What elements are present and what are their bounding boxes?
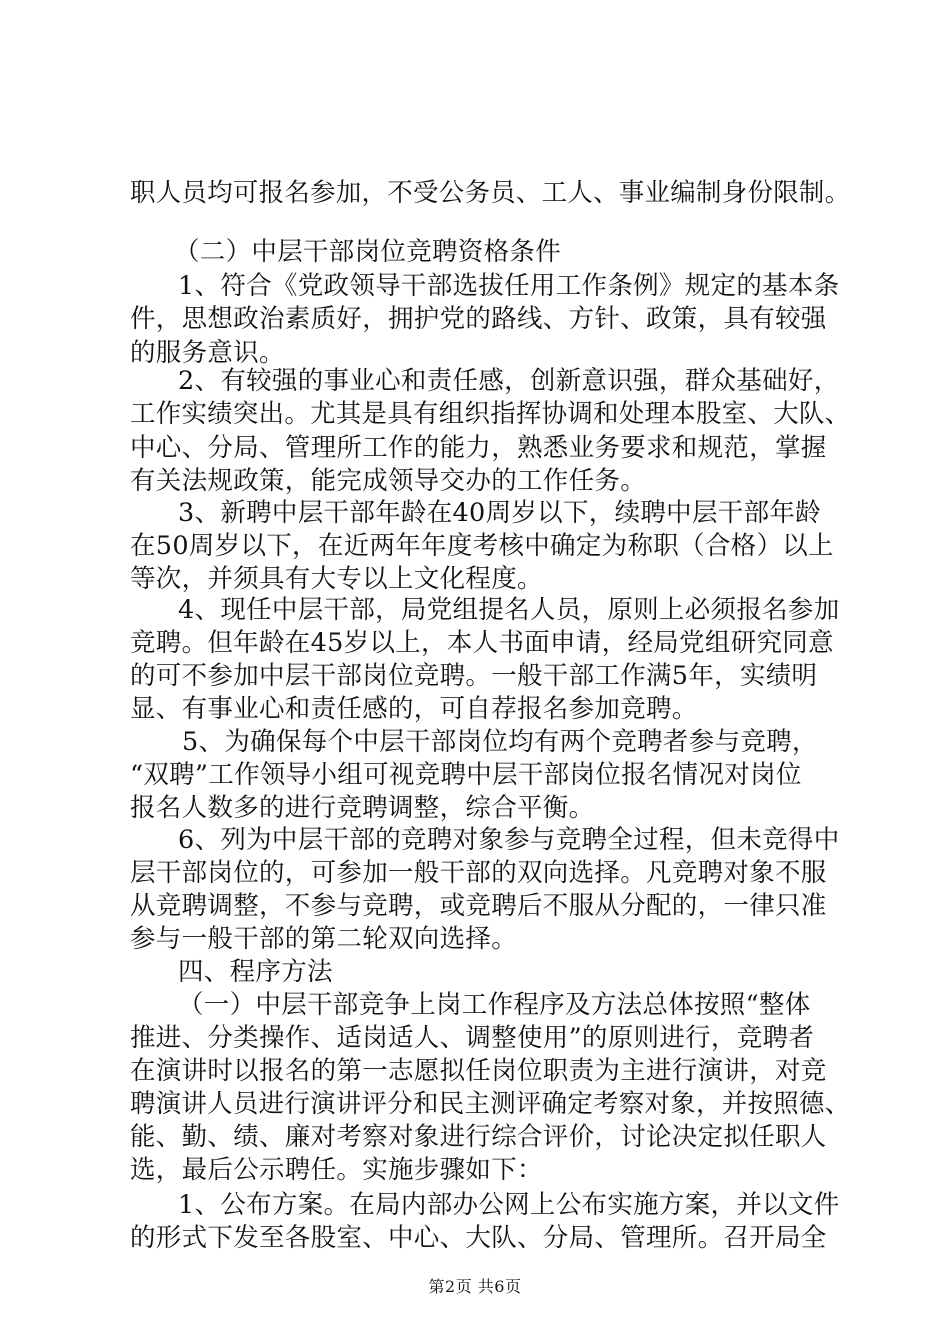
paragraph-line: 3、新聘中层干部年龄在40周岁以下，续聘中层干部年龄 bbox=[178, 498, 821, 528]
paragraph-line: 件，思想政治素质好，拥护党的路线、方针、政策，具有较强 bbox=[130, 304, 827, 334]
paragraph-line: 选，最后公示聘任。实施步骤如下： bbox=[130, 1155, 543, 1185]
page-number-footer: 第2页 共6页 bbox=[428, 1277, 522, 1296]
paragraph-line: 在演讲时以报名的第一志愿拟任岗位职责为主进行演讲，对竞 bbox=[130, 1056, 827, 1086]
paragraph-line: 推进、分类操作、适岗适人、调整使用”的原则进行，竞聘者 bbox=[130, 1023, 815, 1053]
paragraph-line: 1、公布方案。在局内部办公网上公布实施方案，并以文件 bbox=[178, 1190, 840, 1220]
paragraph-line: 层干部岗位的，可参加一般干部的双向选择。凡竞聘对象不服 bbox=[130, 858, 827, 888]
paragraph-line: （一）中层干部竞争上岗工作程序及方法总体按照“整体 bbox=[178, 990, 811, 1020]
paragraph-line: 在50周岁以下，在近两年年度考核中确定为称职（合格）以上 bbox=[130, 531, 834, 561]
paragraph-line: 参与一般干部的第二轮双向选择。 bbox=[130, 924, 518, 954]
paragraph-line: 工作实绩突出。尤其是具有组织指挥协调和处理本股室、大队、 bbox=[130, 399, 851, 429]
paragraph-line: 聘演讲人员进行演讲评分和民主测评确定考察对象，并按照德、 bbox=[130, 1089, 851, 1119]
paragraph-line: 竞聘。但年龄在45岁以上，本人书面申请，经局党组研究同意 bbox=[130, 628, 834, 658]
paragraph-line: 中心、分局、管理所工作的能力，熟悉业务要求和规范，掌握 bbox=[130, 433, 827, 463]
paragraph-line: “双聘”工作领导小组可视竞聘中层干部岗位报名情况对岗位 bbox=[130, 760, 802, 790]
paragraph-line: 有关法规政策，能完成领导交办的工作任务。 bbox=[130, 466, 647, 496]
paragraph-line: 5、为确保每个中层干部岗位均有两个竞聘者参与竞聘， bbox=[182, 727, 818, 757]
paragraph-line: 的可不参加中层干部岗位竞聘。一般干部工作满5年，实绩明 bbox=[130, 661, 818, 691]
paragraph-line: 2、有较强的事业心和责任感，创新意识强，群众基础好， bbox=[178, 366, 840, 396]
paragraph-line: 的形式下发至各股室、中心、大队、分局、管理所。召开局全 bbox=[130, 1223, 827, 1253]
paragraph-line: 等次，并须具有大专以上文化程度。 bbox=[130, 564, 543, 594]
paragraph-line: 6、列为中层干部的竞聘对象参与竞聘全过程，但未竞得中 bbox=[178, 825, 840, 855]
paragraph-line: 显、有事业心和责任感的，可自荐报名参加竞聘。 bbox=[130, 694, 698, 724]
paragraph-line: 4、现任中层干部，局党组提名人员，原则上必须报名参加 bbox=[178, 595, 840, 625]
paragraph-line: 从竞聘调整，不参与竞聘，或竞聘后不服从分配的，一律只准 bbox=[130, 891, 827, 921]
paragraph-line: 的服务意识。 bbox=[130, 338, 285, 368]
paragraph-line: 能、勤、绩、廉对考察对象进行综合评价，讨论决定拟任职人 bbox=[130, 1122, 827, 1152]
paragraph-line: 1、符合《党政领导干部选拔任用工作条例》规定的基本条 bbox=[178, 271, 840, 301]
section-heading: 四、程序方法 bbox=[178, 957, 333, 987]
section-heading: （二）中层干部岗位竞聘资格条件 bbox=[174, 237, 562, 267]
paragraph-line: 职人员均可报名参加，不受公务员、工人、事业编制身份限制。 bbox=[130, 178, 851, 208]
paragraph-line: 报名人数多的进行竞聘调整，综合平衡。 bbox=[130, 793, 595, 823]
